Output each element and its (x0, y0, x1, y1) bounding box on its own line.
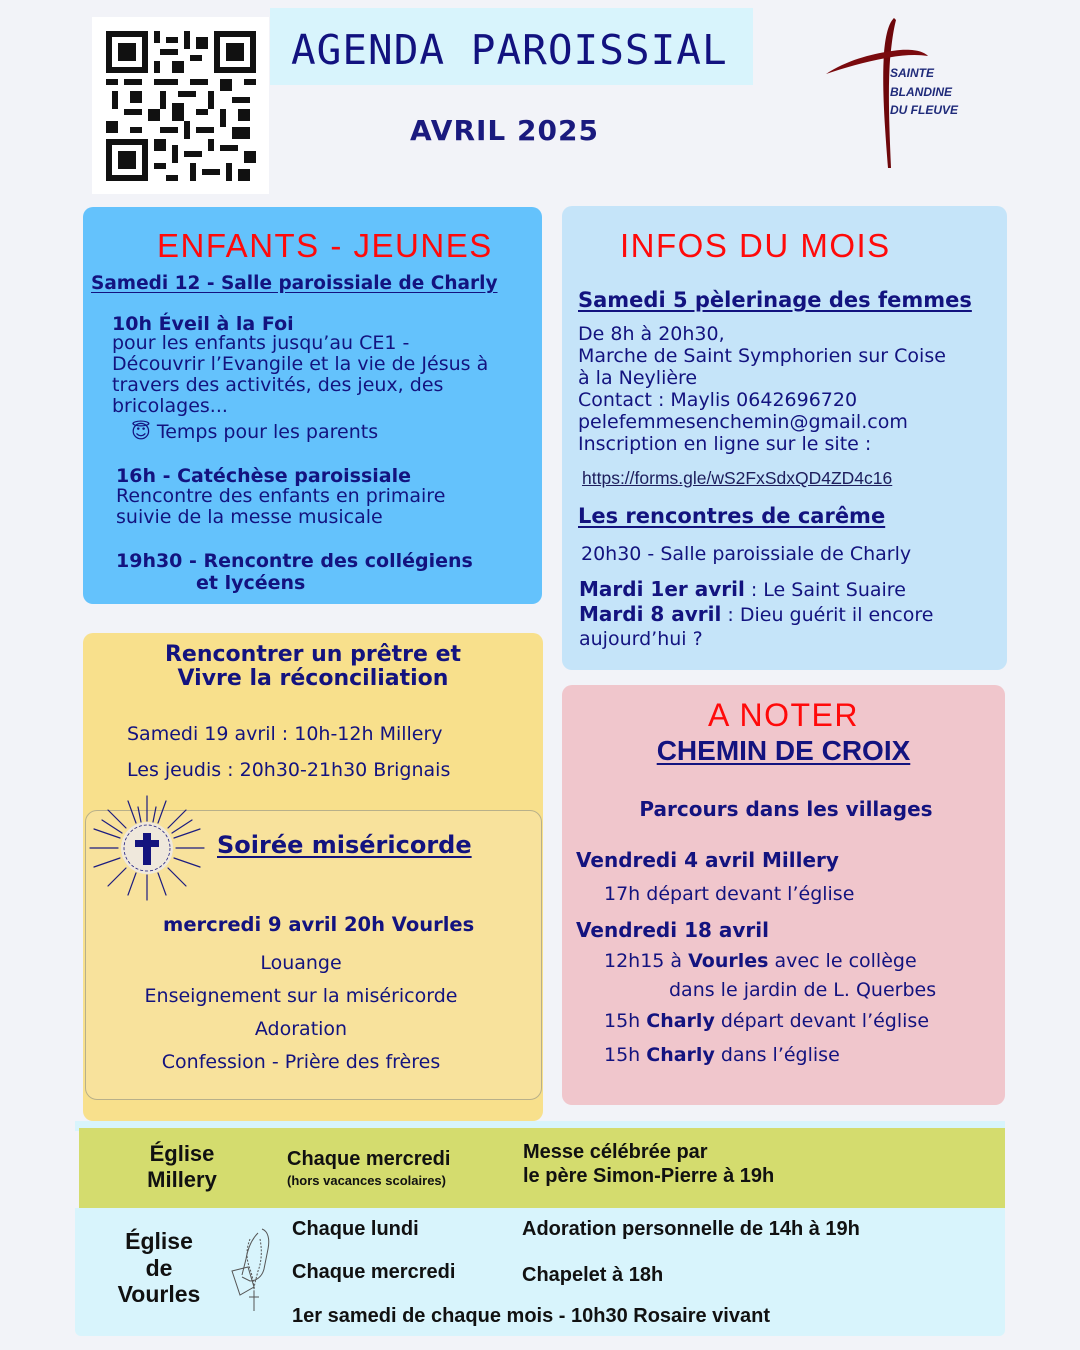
halo-smile-icon: 😇 (131, 421, 151, 443)
detail-line: à la Neylière (578, 367, 698, 389)
day-item: 12h15 à Vourles avec le collège (604, 950, 917, 972)
careme-list (579, 577, 933, 651)
event-title-cont: et lycéens (196, 572, 306, 594)
event-line: suivie de la messe musicale (116, 506, 383, 528)
schedule-line: Les jeudis : 20h30-21h30 Brignais (127, 759, 451, 781)
schedule-what: Chapelet à 18h (522, 1264, 664, 1286)
title-line: Rencontrer un prêtre et (164, 642, 462, 667)
church-name (111, 1228, 207, 1308)
schedule-when: Chaque lundi (292, 1218, 419, 1240)
event-line: travers des activités, des jeux, des (112, 374, 444, 396)
church-name (141, 1141, 223, 1193)
day-heading: Vendredi 18 avril (576, 918, 769, 942)
chemin-de-croix-title: CHEMIN DE CROIX (656, 735, 911, 766)
careme-item: Mardi 1er avril : Le Saint Suaire (579, 577, 906, 601)
event-line: Découvrir l’Evangile et la vie de Jésus à (112, 353, 489, 375)
what-line: le père Simon-Pierre à 19h (523, 1165, 775, 1187)
schedule-row-vourles (75, 1208, 1005, 1336)
event-description (112, 333, 488, 417)
careme-place: 20h30 - Salle paroissiale de Charly (581, 543, 912, 565)
program-item: Adoration (254, 1018, 348, 1040)
day-item: 17h départ devant l’église (604, 883, 855, 905)
schedule-what: Adoration personnelle de 14h à 19h (522, 1218, 860, 1240)
misericorde-program (86, 947, 516, 1079)
careme-title: Les rencontres de carême (578, 504, 886, 528)
parcours-intro: Parcours dans les villages (639, 797, 933, 821)
program-item: Enseignement sur la miséricorde (144, 985, 458, 1007)
logo-line: BLANDINE (890, 84, 952, 99)
card-a-noter (562, 685, 1005, 1105)
program-item: Confession - Prière des frères (161, 1051, 441, 1073)
church-line: Millery (147, 1167, 217, 1192)
program-item: Louange (260, 952, 342, 974)
event-description (116, 486, 445, 528)
detail-line: Contact : Maylis 0642696720 (578, 389, 858, 411)
logo-line: DU FLEUVE (890, 103, 959, 117)
event-title: 16h - Catéchèse paroissiale (116, 465, 412, 487)
church-line: Vourles (117, 1281, 201, 1307)
section-title: A NOTER (708, 697, 859, 733)
section-subtitle: Samedi 12 - Salle paroissiale de Charly (91, 273, 498, 294)
misericorde-title: Soirée miséricorde (217, 831, 472, 859)
praying-hands-rosary-icon (228, 1225, 274, 1315)
careme-item: Mardi 8 avril : Dieu guérit il encore (579, 602, 934, 626)
church-line: Église (149, 1141, 215, 1166)
detail-line: De 8h à 20h30, (578, 323, 725, 345)
radiant-cross-icon (88, 793, 206, 903)
day-item: 15h Charly départ devant l’église (604, 1010, 930, 1032)
parents-label: Temps pour les parents (156, 421, 379, 443)
day-item-cont: dans le jardin de L. Querbes (669, 979, 937, 1001)
section-title: ENFANTS - JEUNES (157, 227, 493, 264)
month-label: AVRIL 2025 (410, 114, 599, 147)
section-title: INFOS DU MOIS (620, 227, 891, 264)
card-infos-du-mois (562, 206, 1007, 670)
schedule-what (523, 1140, 774, 1188)
church-line: de (145, 1254, 173, 1281)
section-title (83, 643, 543, 691)
card-enfants-jeunes (83, 207, 542, 604)
logo-line: SAINTE (890, 66, 935, 80)
schedule-when-note: (hors vacances scolaires) (287, 1173, 446, 1188)
church-line: Église (125, 1228, 193, 1254)
what-line: Messe célébrée par (523, 1141, 708, 1163)
careme-item-cont: aujourd’hui ? (579, 628, 703, 650)
detail-line: Marche de Saint Symphorien sur Coise (578, 345, 946, 367)
title-line: Vivre la réconciliation (177, 666, 449, 691)
event-line: pour les enfants jusqu’au CE1 - (112, 332, 410, 354)
email-link[interactable]: pelefemmesenchemin@gmail.com (578, 411, 908, 433)
event-line: Rencontre des enfants en primaire (116, 485, 446, 507)
schedule-when: Chaque mercredi (292, 1261, 456, 1283)
registration-link[interactable]: https://forms.gle/wS2FxSdxQD4ZD4c16 (582, 468, 893, 488)
parish-logo-text (890, 64, 958, 120)
day-item: 15h Charly dans l’église (604, 1044, 840, 1066)
parents-note (131, 421, 378, 443)
pelerinage-title: Samedi 5 pèlerinage des femmes (578, 288, 972, 312)
detail-line: Inscription en ligne sur le site : (578, 433, 872, 455)
schedule-monthly: 1er samedi de chaque mois - 10h30 Rosaire vivant (292, 1305, 770, 1327)
qr-code-icon (106, 31, 256, 181)
schedule-row-millery (79, 1128, 1005, 1208)
schedule-when: Chaque mercredi (287, 1148, 451, 1170)
event-title: 19h30 - Rencontre des collégiens (116, 550, 473, 572)
schedule-line: Samedi 19 avril : 10h-12h Millery (127, 723, 443, 745)
page-title: AGENDA PAROISSIAL (291, 26, 728, 74)
event-line: bricolages... (112, 395, 228, 417)
misericorde-date: mercredi 9 avril 20h Vourles (163, 913, 475, 936)
day-heading: Vendredi 4 avril Millery (576, 848, 839, 872)
qr-code[interactable] (92, 17, 269, 194)
event-title: 10h Éveil à la Foi (112, 313, 294, 335)
pelerinage-details (578, 323, 946, 455)
